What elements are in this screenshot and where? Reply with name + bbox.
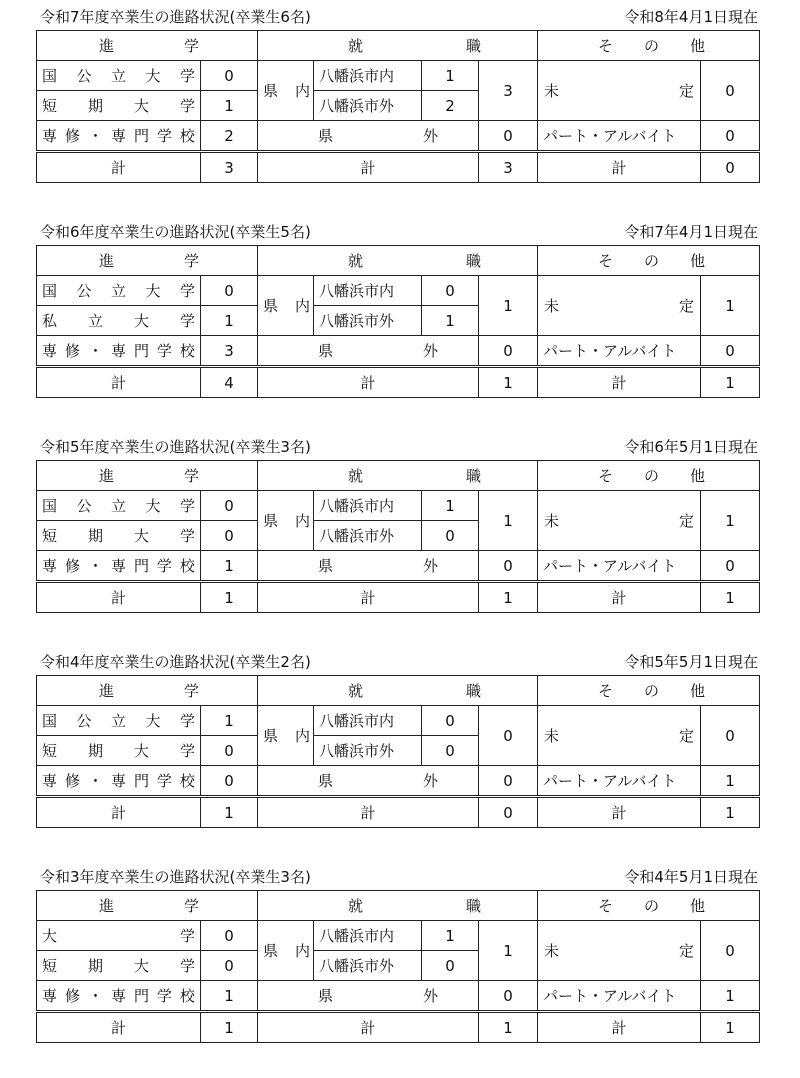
kennai-total-value: 1 (479, 921, 538, 981)
table-row (37, 921, 760, 951)
total-row (37, 367, 760, 398)
header-shingaku: 進 学 (99, 37, 199, 55)
mitei-value: 1 (701, 491, 760, 551)
school1-label: 国 公 立 大 学 (42, 67, 195, 85)
year-block (0, 221, 800, 405)
yawatahama-nai-label: 八幡浜市内 (314, 491, 422, 521)
yawatahama-gai-value: 1 (422, 306, 479, 336)
yawatahama-gai-value: 0 (422, 951, 479, 981)
total-sonota-value: 1 (701, 1012, 760, 1043)
year-block (0, 866, 800, 1050)
total-label: 計 (538, 1012, 701, 1043)
school2-label: 私 立 大 学 (42, 312, 195, 330)
kengai-label: 県 外 (318, 127, 438, 145)
total-shushoku-value: 0 (479, 797, 538, 828)
yawatahama-nai-label: 八幡浜市内 (314, 61, 422, 91)
part-value: 0 (701, 121, 760, 152)
kengai-value: 0 (479, 981, 538, 1012)
senshu-value: 3 (201, 336, 258, 367)
year-block (0, 6, 800, 190)
yawatahama-gai-label: 八幡浜市外 (314, 521, 422, 551)
school1-label: 大 学 (42, 927, 195, 945)
kennai-total-value: 3 (479, 61, 538, 121)
header-sonota: そ の 他 (598, 897, 706, 915)
total-row (37, 797, 760, 828)
block-title: 令和5年度卒業生の進路状況(卒業生3名) (40, 438, 311, 456)
as-of-date: 令和4年5月1日現在 (624, 868, 758, 886)
kennai-label: 県 内 (263, 942, 310, 960)
total-row (37, 1012, 760, 1043)
header-sonota: そ の 他 (598, 682, 706, 700)
yawatahama-gai-value: 0 (422, 736, 479, 766)
table-row (37, 121, 760, 152)
total-sonota-value: 1 (701, 582, 760, 613)
total-sonota-value: 0 (701, 152, 760, 183)
senshu-value: 1 (201, 981, 258, 1012)
school1-value: 0 (201, 61, 258, 91)
table-row (37, 766, 760, 797)
as-of-date: 令和5年5月1日現在 (624, 653, 758, 671)
school1-label: 国 公 立 大 学 (42, 712, 195, 730)
table-row (37, 491, 760, 521)
school1-value: 1 (201, 706, 258, 736)
header-row (37, 461, 760, 491)
yawatahama-gai-value: 0 (422, 521, 479, 551)
header-shushoku: 就 職 (348, 37, 482, 55)
total-label: 計 (258, 152, 479, 183)
mitei-value: 0 (701, 921, 760, 981)
total-row (37, 152, 760, 183)
header-row (37, 31, 760, 61)
total-label: 計 (37, 582, 201, 613)
kengai-value: 0 (479, 121, 538, 152)
kengai-label: 県 外 (318, 342, 438, 360)
block-title: 令和4年度卒業生の進路状況(卒業生2名) (40, 653, 311, 671)
senshu-label: 専 修 ・ 専 門 学 校 (42, 772, 195, 790)
kennai-label: 県 内 (263, 82, 310, 100)
as-of-date: 令和7年4月1日現在 (624, 223, 758, 241)
as-of-date: 令和8年4月1日現在 (624, 8, 758, 26)
yawatahama-nai-value: 1 (422, 491, 479, 521)
year-block (0, 651, 800, 835)
school1-value: 0 (201, 276, 258, 306)
total-shushoku-value: 1 (479, 582, 538, 613)
kennai-label: 県 内 (263, 727, 310, 745)
total-label: 計 (37, 152, 201, 183)
yawatahama-nai-value: 0 (422, 706, 479, 736)
kennai-total-value: 0 (479, 706, 538, 766)
yawatahama-gai-label: 八幡浜市外 (314, 91, 422, 121)
block-title: 令和3年度卒業生の進路状況(卒業生3名) (40, 868, 311, 886)
table-row (37, 551, 760, 582)
total-label: 計 (37, 1012, 201, 1043)
yawatahama-gai-label: 八幡浜市外 (314, 306, 422, 336)
kengai-label: 県 外 (318, 557, 438, 575)
yawatahama-nai-label: 八幡浜市内 (314, 921, 422, 951)
school2-label: 短 期 大 学 (42, 957, 195, 975)
part-label: パート・アルバイト (538, 766, 701, 797)
yawatahama-gai-label: 八幡浜市外 (314, 736, 422, 766)
mitei-label: 未 定 (544, 942, 695, 960)
total-shingaku-value: 1 (201, 1012, 258, 1043)
total-label: 計 (538, 367, 701, 398)
header-shingaku: 進 学 (99, 682, 199, 700)
kennai-total-value: 1 (479, 491, 538, 551)
part-value: 1 (701, 766, 760, 797)
header-shingaku: 進 学 (99, 897, 199, 915)
header-row (37, 891, 760, 921)
school2-value: 0 (201, 736, 258, 766)
total-label: 計 (258, 797, 479, 828)
mitei-value: 0 (701, 706, 760, 766)
header-shingaku: 進 学 (99, 252, 199, 270)
total-sonota-value: 1 (701, 797, 760, 828)
mitei-label: 未 定 (544, 297, 695, 315)
school2-label: 短 期 大 学 (42, 527, 195, 545)
yawatahama-nai-value: 0 (422, 276, 479, 306)
header-shingaku: 進 学 (99, 467, 199, 485)
senshu-label: 専 修 ・ 専 門 学 校 (42, 557, 195, 575)
table-row (37, 336, 760, 367)
yawatahama-nai-value: 1 (422, 921, 479, 951)
kennai-total-value: 1 (479, 276, 538, 336)
school1-value: 0 (201, 921, 258, 951)
kengai-value: 0 (479, 551, 538, 582)
year-block (0, 436, 800, 620)
career-table (36, 675, 760, 828)
mitei-label: 未 定 (544, 512, 695, 530)
total-label: 計 (538, 152, 701, 183)
header-row (37, 676, 760, 706)
total-label: 計 (258, 1012, 479, 1043)
yawatahama-gai-value: 2 (422, 91, 479, 121)
total-label: 計 (538, 797, 701, 828)
mitei-value: 0 (701, 61, 760, 121)
part-value: 1 (701, 981, 760, 1012)
mitei-label: 未 定 (544, 82, 695, 100)
total-row (37, 582, 760, 613)
header-shushoku: 就 職 (348, 252, 482, 270)
total-shingaku-value: 4 (201, 367, 258, 398)
school1-value: 0 (201, 491, 258, 521)
kengai-label: 県 外 (318, 772, 438, 790)
total-shingaku-value: 3 (201, 152, 258, 183)
part-label: パート・アルバイト (538, 336, 701, 367)
header-shushoku: 就 職 (348, 467, 482, 485)
total-shingaku-value: 1 (201, 582, 258, 613)
senshu-label: 専 修 ・ 専 門 学 校 (42, 987, 195, 1005)
total-shushoku-value: 1 (479, 1012, 538, 1043)
school2-label: 短 期 大 学 (42, 97, 195, 115)
school1-label: 国 公 立 大 学 (42, 497, 195, 515)
total-label: 計 (538, 582, 701, 613)
senshu-value: 0 (201, 766, 258, 797)
yawatahama-nai-value: 1 (422, 61, 479, 91)
kengai-value: 0 (479, 766, 538, 797)
mitei-label: 未 定 (544, 727, 695, 745)
school2-value: 0 (201, 951, 258, 981)
career-table (36, 890, 760, 1043)
career-table (36, 460, 760, 613)
kengai-value: 0 (479, 336, 538, 367)
table-row (37, 981, 760, 1012)
block-title: 令和6年度卒業生の進路状況(卒業生5名) (40, 223, 311, 241)
career-table (36, 30, 760, 183)
total-label: 計 (37, 367, 201, 398)
school2-value: 0 (201, 521, 258, 551)
part-label: パート・アルバイト (538, 981, 701, 1012)
kengai-label: 県 外 (318, 987, 438, 1005)
yawatahama-nai-label: 八幡浜市内 (314, 706, 422, 736)
school2-label: 短 期 大 学 (42, 742, 195, 760)
part-value: 0 (701, 551, 760, 582)
school2-value: 1 (201, 91, 258, 121)
yawatahama-gai-label: 八幡浜市外 (314, 951, 422, 981)
header-sonota: そ の 他 (598, 252, 706, 270)
senshu-label: 専 修 ・ 専 門 学 校 (42, 127, 195, 145)
school2-value: 1 (201, 306, 258, 336)
kennai-label: 県 内 (263, 297, 310, 315)
total-label: 計 (258, 582, 479, 613)
header-sonota: そ の 他 (598, 37, 706, 55)
block-title: 令和7年度卒業生の進路状況(卒業生6名) (40, 8, 311, 26)
part-label: パート・アルバイト (538, 551, 701, 582)
senshu-label: 専 修 ・ 専 門 学 校 (42, 342, 195, 360)
header-shushoku: 就 職 (348, 897, 482, 915)
header-sonota: そ の 他 (598, 467, 706, 485)
career-table (36, 245, 760, 398)
total-shingaku-value: 1 (201, 797, 258, 828)
table-row (37, 706, 760, 736)
part-value: 0 (701, 336, 760, 367)
mitei-value: 1 (701, 276, 760, 336)
total-shushoku-value: 3 (479, 152, 538, 183)
header-shushoku: 就 職 (348, 682, 482, 700)
table-row (37, 61, 760, 91)
school1-label: 国 公 立 大 学 (42, 282, 195, 300)
as-of-date: 令和6年5月1日現在 (624, 438, 758, 456)
header-row (37, 246, 760, 276)
yawatahama-nai-label: 八幡浜市内 (314, 276, 422, 306)
kennai-label: 県 内 (263, 512, 310, 530)
total-label: 計 (37, 797, 201, 828)
part-label: パート・アルバイト (538, 121, 701, 152)
total-shushoku-value: 1 (479, 367, 538, 398)
senshu-value: 1 (201, 551, 258, 582)
total-sonota-value: 1 (701, 367, 760, 398)
table-row (37, 276, 760, 306)
senshu-value: 2 (201, 121, 258, 152)
total-label: 計 (258, 367, 479, 398)
